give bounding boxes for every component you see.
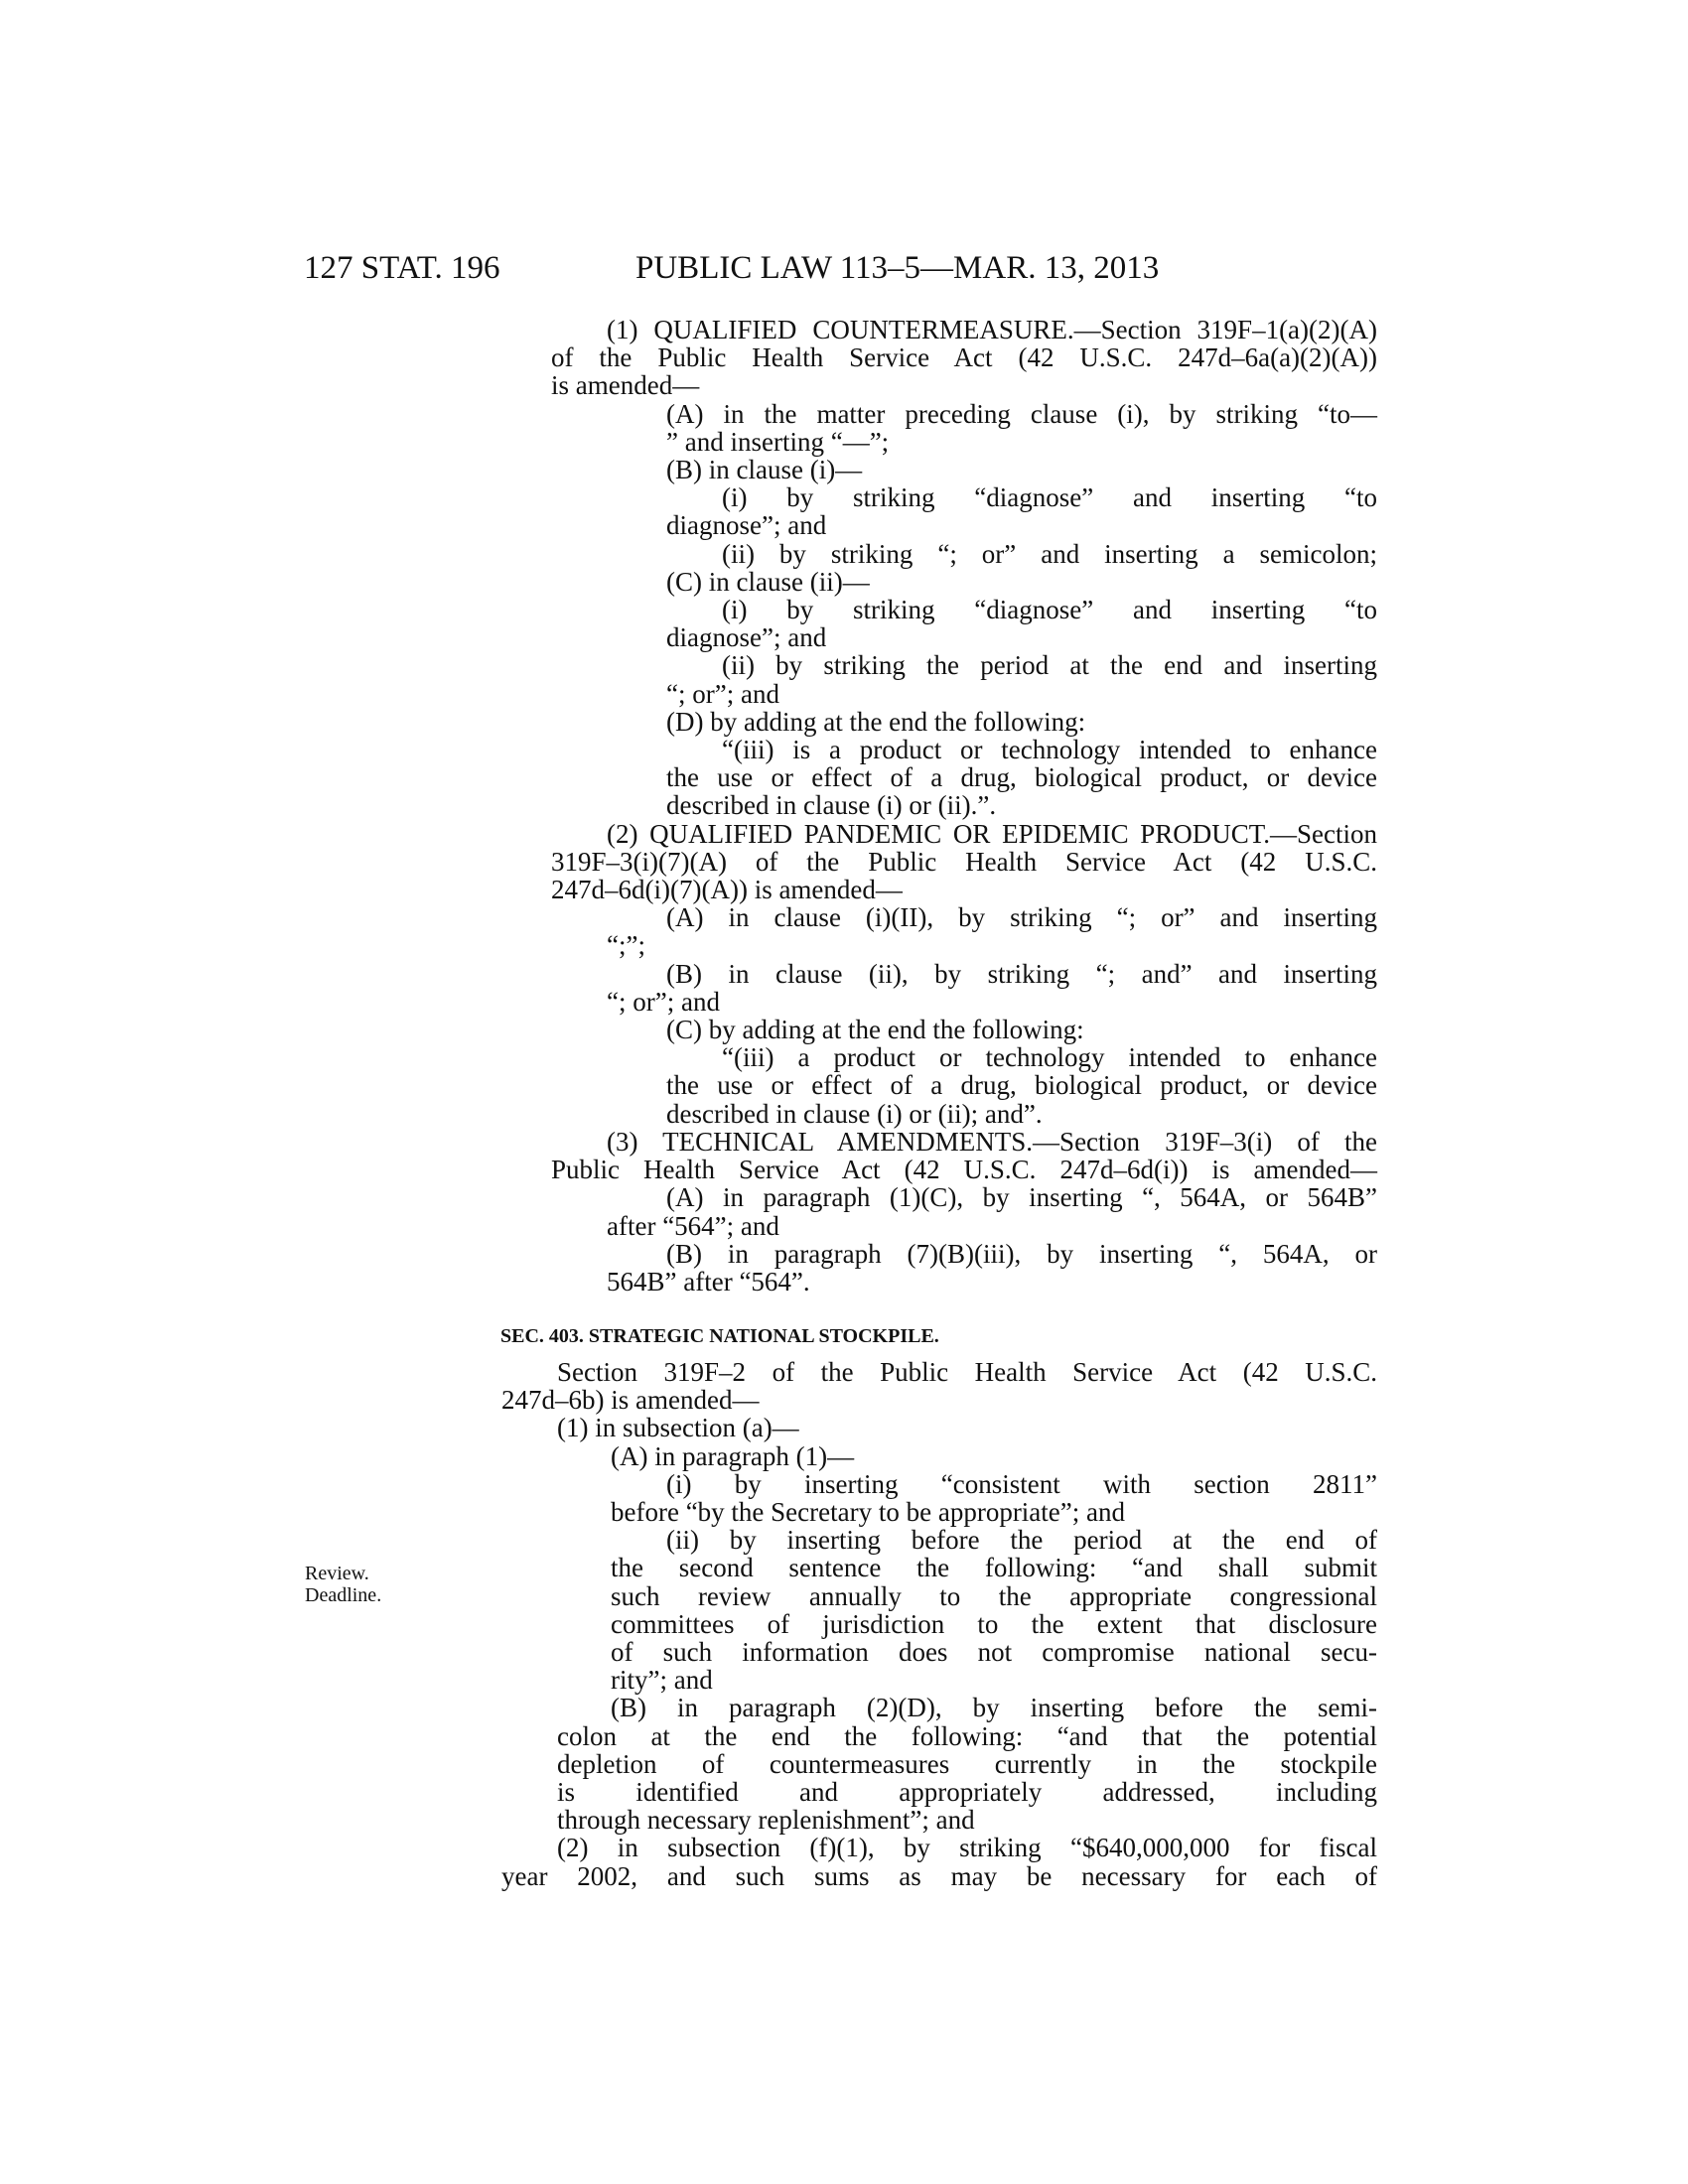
- text-line: (A) in paragraph (1)—: [611, 1440, 855, 1471]
- text-line: (2) in subsection (f)(1), by striking “$640,000,000 for fiscal: [557, 1833, 1377, 1863]
- text-line: (ii) by inserting before the period at the end of: [666, 1525, 1377, 1556]
- text-line: (i) by striking “diagnose” and inserting “to: [722, 595, 1377, 625]
- text-line: (A) in the matter preceding clause (i), by striking “to—: [666, 398, 1377, 429]
- text-line: (B) in paragraph (2)(D), by inserting before the semi-: [611, 1693, 1377, 1723]
- text-line: after “564”; and: [607, 1210, 779, 1241]
- text-line: of such information does not compromise national secu-: [611, 1637, 1377, 1668]
- text-line: (C) by adding at the end the following:: [666, 1015, 1084, 1045]
- text-line: (B) in paragraph (7)(B)(iii), by inserting “, 564A, or: [666, 1238, 1377, 1269]
- text-line: 247d–6d(i)(7)(A)) is amended—: [551, 875, 903, 905]
- text-line: through necessary replenishment”; and: [557, 1805, 975, 1836]
- text-line: (B) in clause (i)—: [666, 455, 863, 485]
- stat-page-number: 127 STAT. 196: [304, 250, 500, 286]
- text-line: diagnose”; and: [666, 622, 827, 653]
- text-line: “; or”; and: [666, 678, 779, 709]
- text-line: (1) QUALIFIED COUNTERMEASURE.—Section 319F–1(a)(2)(A): [607, 315, 1377, 344]
- text-line: colon at the end the following: “and that the potential: [557, 1720, 1377, 1751]
- margin-note: [305, 1563, 381, 1606]
- text-line: year 2002, and such sums as may be necessary for each of: [501, 1860, 1377, 1891]
- text-line: (C) in clause (ii)—: [666, 566, 870, 597]
- text-line: (i) by inserting “consistent with section 2811”: [666, 1468, 1377, 1499]
- text-line: 319F–3(i)(7)(A) of the Public Health Service Act (42 U.S.C.: [551, 846, 1377, 877]
- text-line: is amended—: [551, 370, 700, 401]
- text-line: before “by the Secretary to be appropriate”; and: [611, 1497, 1125, 1528]
- text-line: “(iii) is a product or technology intended to enhance: [722, 735, 1377, 765]
- text-line: the use or effect of a drug, biological product, or device: [666, 762, 1377, 793]
- text-line: committees of jurisdiction to the extent that disclosure: [611, 1608, 1377, 1639]
- text-line: (A) in paragraph (1)(C), by inserting “, 564A, or 564B”: [666, 1182, 1377, 1213]
- text-line: Section 319F–2 of the Public Health Service Act (42 U.S.C.: [557, 1357, 1377, 1387]
- text-line: described in clause (i) or (ii); and”.: [666, 1098, 1043, 1129]
- text-line: the use or effect of a drug, biological product, or device: [666, 1070, 1377, 1101]
- margin-note-deadline: Deadline.: [305, 1584, 382, 1606]
- text-line: rity”; and: [611, 1665, 713, 1696]
- text-line: (ii) by striking the period at the end and inserting: [722, 650, 1377, 681]
- text-line: depletion of countermeasures currently in the stockpile: [557, 1748, 1377, 1779]
- text-line: “;”;: [607, 930, 645, 961]
- text-line: “(iii) a product or technology intended to enhance: [722, 1042, 1377, 1073]
- text-line: (2) QUALIFIED PANDEMIC OR EPIDEMIC PRODUCT.—Section: [607, 818, 1377, 849]
- text-line: 247d–6b) is amended—: [501, 1385, 760, 1416]
- text-line: (3) TECHNICAL AMENDMENTS.—Section 319F–3(i) of the: [607, 1126, 1377, 1157]
- text-line: described in clause (i) or (ii).”.: [666, 790, 997, 821]
- text-line: (A) in clause (i)(II), by striking “; or” and inserting: [666, 902, 1377, 933]
- section-402-amendments: [551, 316, 1377, 1296]
- public-law-citation: PUBLIC LAW 113–5—MAR. 13, 2013: [635, 250, 1160, 286]
- text-line: of the Public Health Service Act (42 U.S.C. 247d–6a(a)(2)(A)): [551, 342, 1377, 373]
- text-line: (B) in clause (ii), by striking “; and” and inserting: [666, 958, 1377, 989]
- text-line: is identified and appropriately addressed, including: [557, 1777, 1377, 1808]
- text-line: the second sentence the following: “and shall submit: [611, 1553, 1377, 1583]
- section-403-heading: SEC. 403. STRATEGIC NATIONAL STOCKPILE.: [500, 1325, 939, 1347]
- page-header: [0, 250, 1688, 290]
- text-line: (ii) by striking “; or” and inserting a semicolon;: [722, 538, 1377, 569]
- text-line: Public Health Service Act (42 U.S.C. 247d–6d(i)) is amended—: [551, 1155, 1377, 1185]
- text-line: (1) in subsection (a)—: [557, 1413, 799, 1443]
- text-line: “; or”; and: [607, 986, 720, 1017]
- text-line: ” and inserting “—”;: [666, 426, 890, 457]
- text-line: (i) by striking “diagnose” and inserting “to: [722, 482, 1377, 513]
- section-403-body: [501, 1358, 1377, 1890]
- text-line: such review annually to the appropriate congressional: [611, 1580, 1377, 1611]
- text-line: 564B” after “564”.: [607, 1266, 810, 1297]
- text-line: (D) by adding at the end the following:: [666, 706, 1086, 737]
- margin-note-review: Review.: [305, 1563, 369, 1584]
- text-line: diagnose”; and: [666, 510, 827, 541]
